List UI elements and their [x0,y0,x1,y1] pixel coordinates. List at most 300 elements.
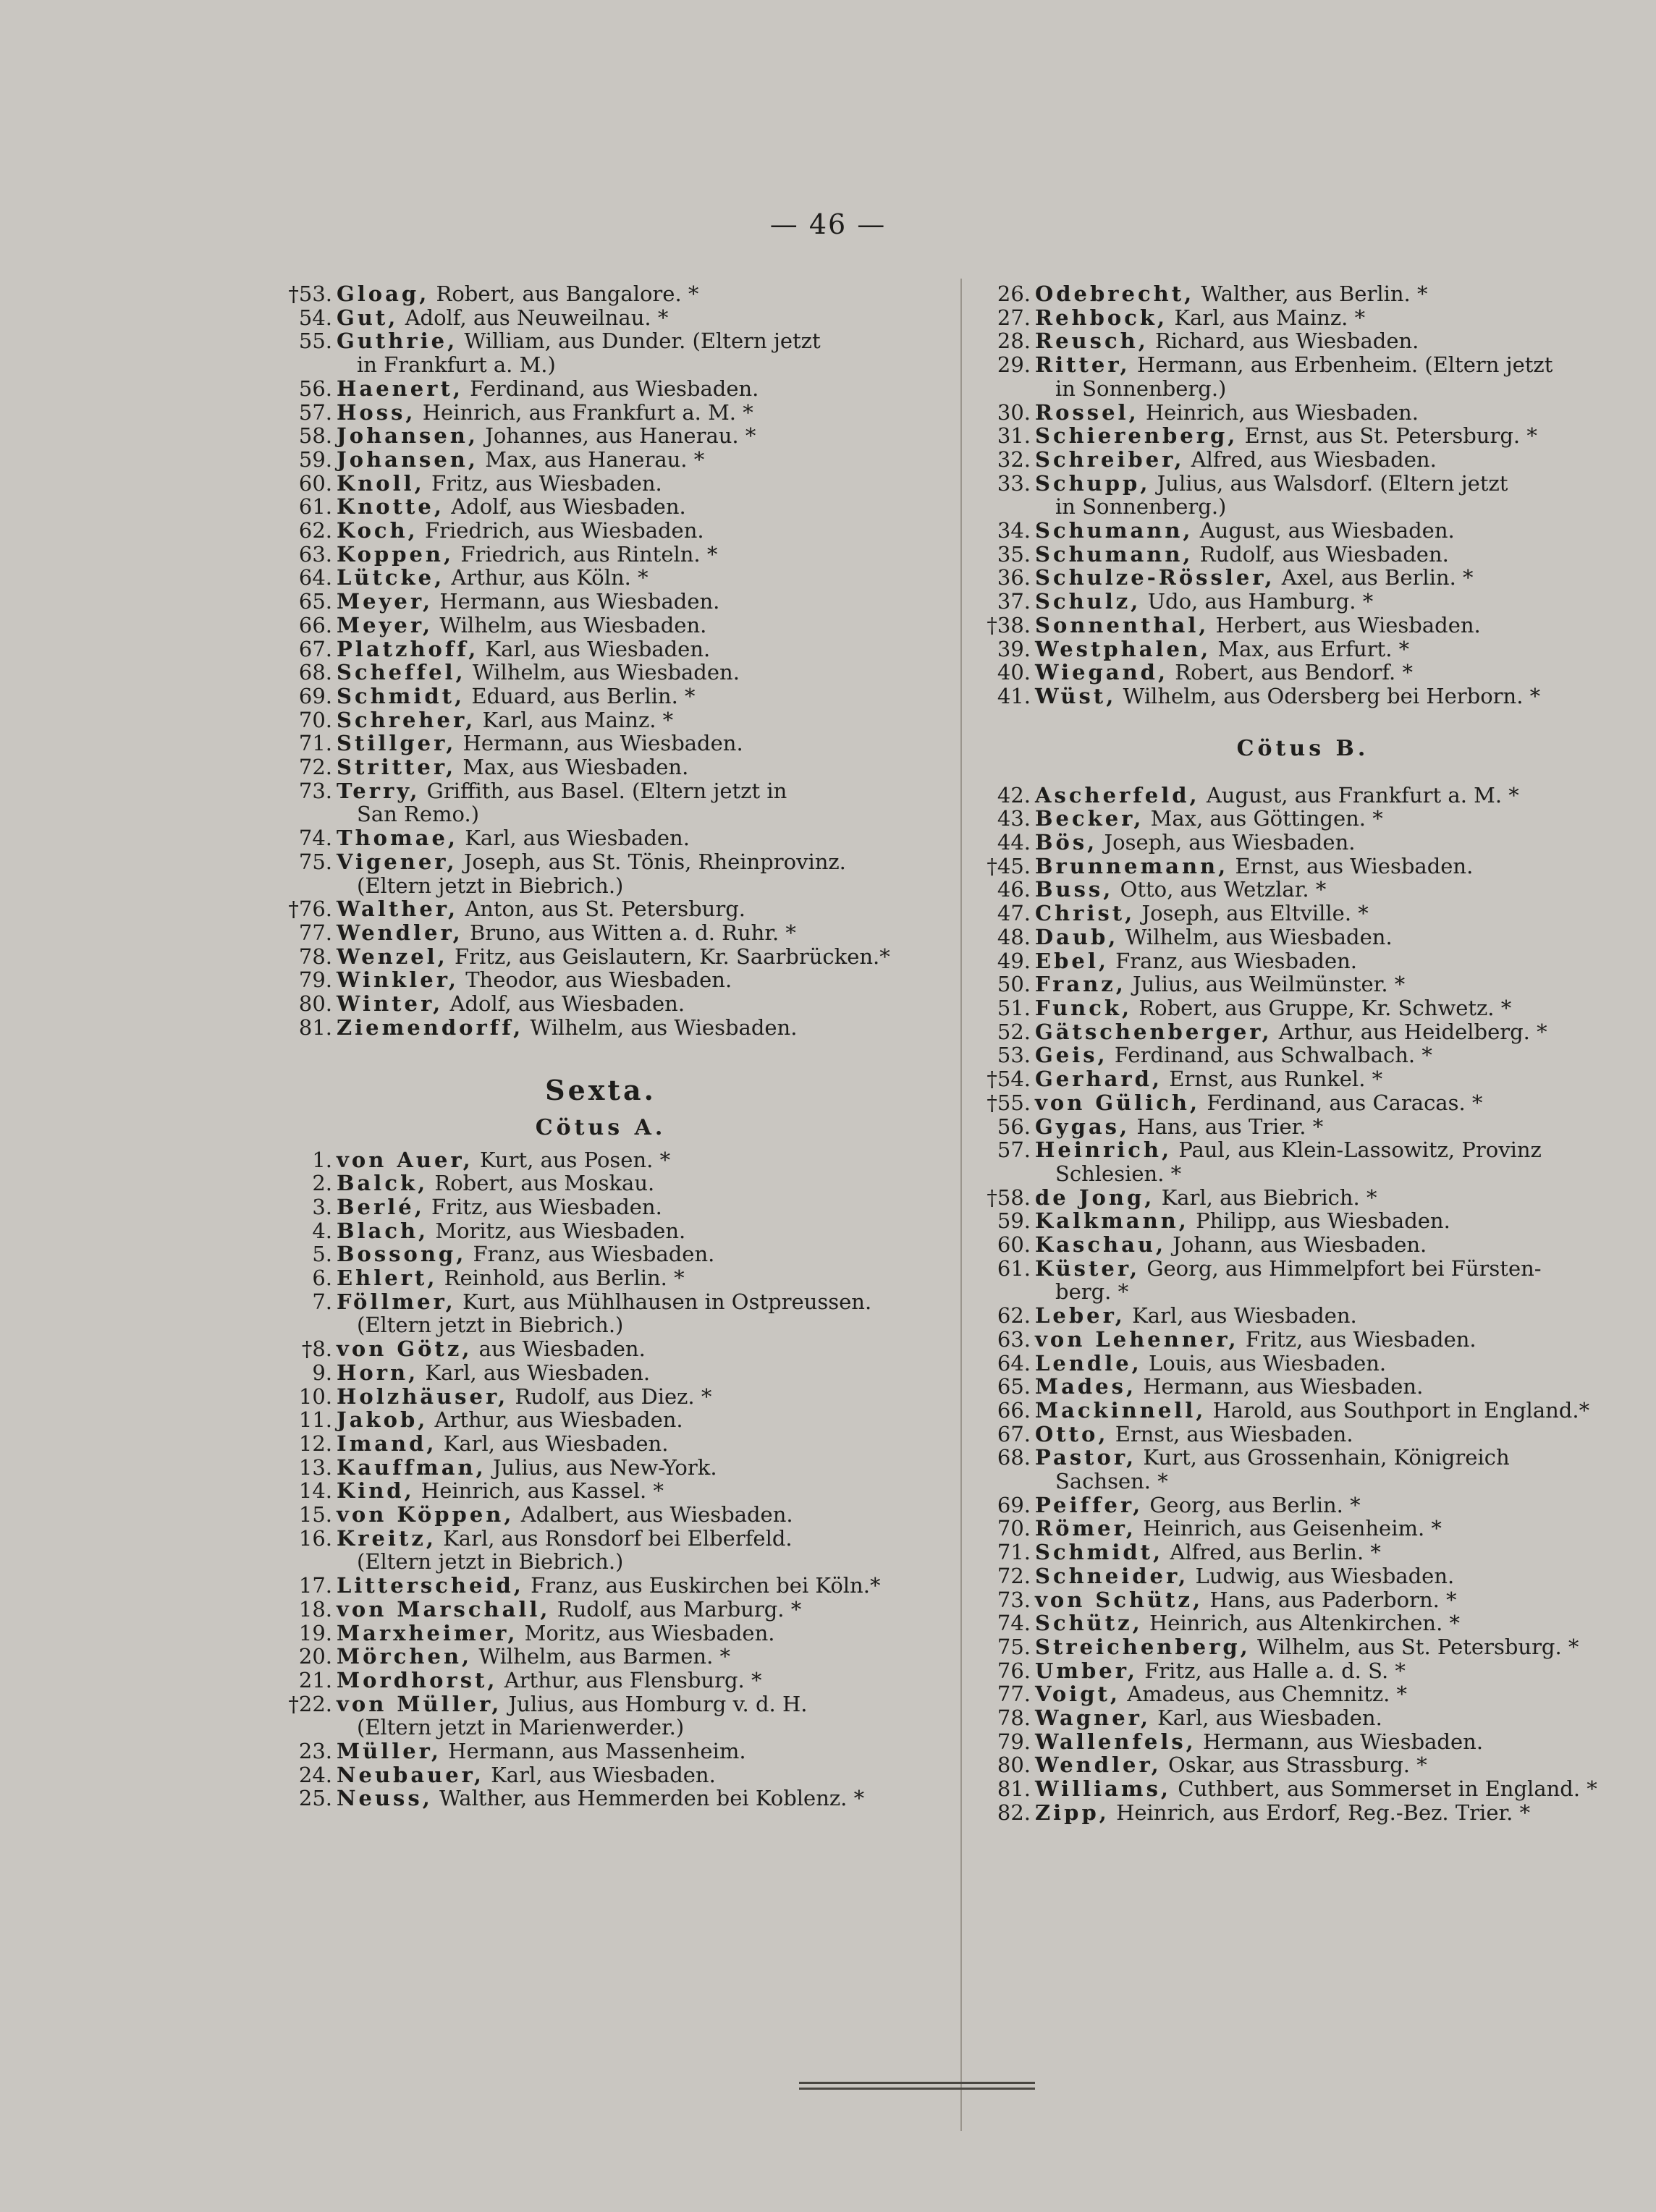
entry-surname: Schumann, [1035,541,1194,567]
list-item [984,566,1621,590]
entry-number: 52. [997,1019,1031,1044]
entry-surname: Schütz, [1035,1611,1143,1636]
list-item [984,1446,1621,1493]
list-item [984,637,1621,661]
entry-details: Ernst, aus Wiesbaden. [1115,1421,1353,1446]
entry-surname: Balck, [337,1171,428,1196]
list-item [984,424,1621,448]
entry-details: Karl, aus Wiesbaden. [491,1762,716,1787]
entry-number: 75. [298,849,332,874]
entry-surname: Mades, [1035,1374,1137,1399]
entry-details: Otto, aus Wetzlar. * [1120,877,1327,902]
list-item [984,925,1621,949]
list-item [984,590,1621,614]
right-column [984,282,1621,1825]
entry-surname: Wenzel, [337,944,448,969]
entry-surname: Blach, [337,1218,429,1243]
entry-surname: von Gülich, [1035,1090,1201,1115]
entry-number: 37. [997,589,1031,614]
list-item [286,448,916,472]
entry-details: August, aus Wiesbaden. [1199,518,1455,543]
list-item [984,1209,1621,1233]
entry-details: Ferdinand, aus Caracas. * [1207,1090,1483,1115]
entry-details: Wilhelm, aus Wiesbaden. [472,660,740,685]
entry-surname: Brunnemann, [1035,853,1229,878]
entry-number: 71. [298,731,332,756]
entry-surname: Mörchen, [337,1644,473,1669]
entry-number: 74. [997,1611,1031,1636]
entry-number: 59. [298,446,332,472]
list-item [286,732,916,755]
entry-surname: Ritter, [1035,352,1131,378]
column-divider [960,279,962,2131]
entry-details: Karl, aus Wiesbaden. [485,636,711,661]
entry-number: 55. [298,329,332,354]
entry-number: †53. [288,281,332,306]
list-item [984,1233,1621,1257]
entry-number: †8. [301,1336,332,1362]
entry-number: 69. [298,683,332,708]
entry-surname: Stritter, [337,755,457,780]
entry-surname: Platzhoff, [337,636,479,661]
entry-number: 2. [312,1171,332,1196]
entry-details: Karl, aus Wiesbaden. [465,826,690,851]
entry-number: 32. [997,446,1031,472]
list-item [286,401,916,425]
entry-number: 12. [298,1431,332,1456]
entry-details: Walther, aus Berlin. * [1201,281,1428,306]
entry-surname: Streichenberg, [1035,1634,1251,1659]
entry-surname: Ziemendorff, [337,1014,524,1040]
subsection-title-cotus-a: Cötus A. [535,1114,667,1140]
list-item [286,921,916,945]
entry-details: Hans, aus Paderborn. * [1209,1587,1457,1612]
entry-surname: Winter, [337,991,444,1017]
entry-details: Franz, aus Wiesbaden. [473,1242,715,1267]
entry-number: 68. [298,660,332,685]
entry-surname: Römer, [1035,1516,1136,1541]
entry-details: Moritz, aus Wiesbaden. [435,1218,686,1243]
entry-details: Karl, aus Wiesbaden. [443,1431,669,1456]
entry-surname: Kaschau, [1035,1232,1167,1258]
entry-details: Julius, aus Homburg v. d. H. [508,1691,808,1716]
entry-details: Wilhelm, aus Wiesbaden. [439,612,707,637]
entry-surname: Sonnenthal, [1035,612,1209,637]
entry-number: 34. [997,518,1031,543]
entry-details: Eduard, aus Berlin. * [471,683,696,708]
entry-number: 70. [997,1516,1031,1541]
entry-number: 23. [298,1739,332,1764]
list-item [286,1763,916,1787]
entry-number: 25. [298,1786,332,1811]
entry-details: Karl, aus Wiesbaden. [1157,1705,1382,1731]
entry-surname: Knotte, [337,494,444,520]
entry-surname: Schmidt, [337,683,465,708]
entry-details: Theodor, aus Wiesbaden. [465,967,732,993]
entry-surname: Knoll, [337,470,425,496]
list-item [286,1645,916,1669]
entry-number: 76. [997,1658,1031,1683]
entry-surname: Pastor, [1035,1445,1137,1470]
entry-surname: Voigt, [1035,1682,1120,1707]
entry-surname: Wiegand, [1035,660,1169,685]
entry-surname: Franz, [1035,972,1126,997]
entry-details: Karl, aus Wiesbaden. [1132,1303,1357,1329]
entry-surname: Kalkmann, [1035,1208,1189,1234]
list-item [984,1067,1621,1091]
entry-surname: Wendler, [337,920,463,945]
entry-surname: Reusch, [1035,329,1149,354]
entry-details: Fritz, aus Wiesbaden. [1245,1326,1477,1352]
entry-details: Louis, aus Wiesbaden. [1149,1350,1387,1376]
list-item [286,1242,916,1266]
entry-surname: Johansen, [337,446,478,472]
list-item [984,1753,1621,1777]
entry-details: Oskar, aus Strassburg. * [1167,1753,1427,1778]
list-item [286,377,916,401]
entry-surname: Odebrecht, [1035,281,1195,306]
list-item [984,1611,1621,1635]
entry-number: 18. [298,1596,332,1622]
entry-number: 64. [997,1350,1031,1376]
entry-details: Robert, aus Moskau. [434,1171,655,1196]
entry-surname: Johansen, [337,423,478,449]
entry-number: 81. [997,1776,1031,1802]
list-item [984,831,1621,855]
entry-continuation: berg. * [1055,1279,1129,1305]
entry-surname: Schierenberg, [1035,423,1238,449]
entry-number: 53. [997,1043,1031,1068]
entry-surname: Koch, [337,518,418,543]
list-item [984,996,1621,1020]
list-item [286,495,916,519]
entry-surname: Schneider, [1035,1563,1189,1588]
list-item [286,850,916,897]
list-item [984,329,1621,353]
list-item [984,472,1621,519]
list-item [286,1669,916,1692]
list-item [984,448,1621,472]
entry-details: Adolf, aus Wiesbaden. [449,991,685,1017]
list-item [286,1527,916,1574]
list-item [984,1020,1621,1044]
entry-number: 77. [997,1682,1031,1707]
entry-number: 62. [298,518,332,543]
subsection-title-cotus-b: Cötus B. [1236,735,1369,761]
entry-number: 57. [298,399,332,425]
entry-details: Wilhelm, aus Barmen. * [478,1644,731,1669]
entry-details: Ludwig, aus Wiesbaden. [1195,1563,1455,1588]
list-item [984,1399,1621,1423]
entry-surname: Wallenfels, [1035,1729,1196,1754]
entry-surname: Wagner, [1035,1705,1151,1731]
entry-number: 39. [997,636,1031,661]
entry-number: 60. [298,470,332,496]
list-item [984,1043,1621,1067]
entry-number: 43. [997,806,1031,831]
list-item [984,1564,1621,1588]
entry-surname: Schreher, [337,707,476,732]
entry-number: 50. [997,972,1031,997]
entry-details: Wilhelm, aus St. Petersburg. * [1256,1634,1579,1659]
entry-number: 40. [997,660,1031,685]
list-item [286,424,916,448]
entry-surname: Funck, [1035,995,1133,1020]
entry-details: August, aus Frankfurt a. M. * [1206,782,1519,808]
entry-details: Robert, aus Bendorf. * [1175,660,1413,685]
entry-surname: Leber, [1035,1303,1125,1329]
entry-number: 79. [997,1729,1031,1754]
entry-details: Hermann, aus Wiesbaden. [462,731,743,756]
entry-details: Heinrich, aus Wiesbaden. [1145,399,1419,425]
entry-surname: Gätschenberger, [1035,1019,1272,1044]
entry-number: 14. [298,1478,332,1504]
entry-details: Georg, aus Berlin. * [1149,1492,1361,1517]
entry-number: 41. [997,683,1031,708]
entry-continuation: Schlesien. * [1055,1161,1182,1186]
list-item [286,1361,916,1385]
entry-details: Herbert, aus Wiesbaden. [1215,612,1481,637]
entry-details: Adolf, aus Wiesbaden. [451,494,686,520]
entry-number: 51. [997,995,1031,1020]
entry-continuation: in Frankfurt a. M.) [357,352,556,378]
entry-details: Hermann, aus Erbenheim. (Eltern jetzt [1136,352,1553,378]
entry-details: Griffith, aus Basel. (Eltern jetzt in [426,778,787,803]
entry-details: Johannes, aus Hanerau. * [485,423,756,449]
list-item [984,661,1621,685]
entry-surname: Bös, [1035,830,1098,855]
entry-surname: Horn, [337,1360,419,1385]
list-item [286,1787,916,1810]
entry-details: Cuthbert, aus Sommerset in England. * [1178,1776,1597,1802]
closing-rule [799,2082,1035,2084]
entry-number: 31. [997,423,1031,449]
list-item [286,1266,916,1290]
list-item [286,1385,916,1409]
entry-surname: von Müller, [337,1691,502,1716]
entry-number: 67. [298,636,332,661]
entry-surname: Wendler, [1035,1753,1162,1778]
entry-number: 1. [312,1147,332,1172]
entry-number: 29. [997,352,1031,378]
entry-details: Udo, aus Hamburg. * [1147,589,1374,614]
list-item [984,949,1621,973]
list-item [984,1138,1621,1185]
entry-continuation: San Remo.) [357,802,480,827]
list-item [286,685,916,708]
entry-details: Ferdinand, aus Wiesbaden. [470,376,759,401]
list-item [984,543,1621,567]
list-item [984,1730,1621,1754]
entry-details: Heinrich, aus Erdorf, Reg.-Bez. Trier. * [1116,1800,1531,1825]
entry-details: Adolf, aus Neuweilnau. * [405,305,669,330]
entry-surname: Scheffel, [337,660,466,685]
entry-number: 79. [298,967,332,993]
entry-details: Heinrich, aus Kassel. * [421,1478,664,1504]
entry-number: †55. [987,1090,1031,1115]
entry-surname: Kreitz, [337,1525,436,1551]
entry-details: Max, aus Hanerau. * [485,446,705,472]
entry-surname: Rehbock, [1035,305,1168,330]
entry-details: Robert, aus Bangalore. * [436,281,699,306]
list-item [286,1598,916,1622]
entry-surname: Gut, [337,305,399,330]
entry-details: Joseph, aus Wiesbaden. [1104,830,1356,855]
entry-number: 72. [997,1563,1031,1588]
entry-surname: Mordhorst, [337,1667,498,1692]
list-item [984,401,1621,425]
list-item [286,1456,916,1480]
entry-details: Kurt, aus Grossenhain, Königreich [1143,1445,1510,1470]
entry-surname: Westphalen, [1035,636,1212,661]
entry-details: Hermann, aus Wiesbaden. [1203,1729,1484,1754]
entry-number: 20. [298,1644,332,1669]
entry-number: 3. [312,1194,332,1219]
entry-number: 42. [997,782,1031,808]
entry-details: Heinrich, aus Geisenheim. * [1143,1516,1442,1541]
entry-number: †22. [288,1691,332,1716]
entry-surname: Jakob, [337,1407,428,1433]
entry-details: Joseph, aus St. Tönis, Rheinprovinz. [463,849,846,874]
list-item [984,1682,1621,1706]
entry-surname: Becker, [1035,806,1144,831]
entry-details: Arthur, aus Flensburg. * [504,1667,762,1692]
list-item [984,1352,1621,1376]
entry-details: Friedrich, aus Rinteln. * [460,541,718,567]
entry-continuation: (Eltern jetzt in Marienwerder.) [357,1715,685,1740]
entry-details: Anton, aus St. Petersburg. [465,897,745,922]
list-item [984,1541,1621,1564]
entry-number: 9. [312,1360,332,1385]
list-item [286,755,916,779]
entry-details: Adalbert, aus Wiesbaden. [520,1502,793,1527]
entry-number: 65. [298,589,332,614]
list-item [286,968,916,992]
entry-details: William, aus Dunder. (Eltern jetzt [464,329,821,354]
entry-details: Kurt, aus Posen. * [479,1147,671,1172]
entry-surname: Neubauer, [337,1762,484,1787]
entry-surname: von Auer, [337,1147,473,1172]
entry-details: Karl, aus Ronsdorf bei Elberfeld. [443,1525,793,1551]
list-item [984,878,1621,902]
list-item [984,1257,1621,1304]
entry-number: 10. [298,1383,332,1409]
entry-surname: Guthrie, [337,329,458,354]
entry-number: 21. [298,1667,332,1692]
list-item [984,855,1621,878]
list-item [286,329,916,376]
entry-number: 68. [997,1445,1031,1470]
entry-details: Moritz, aus Wiesbaden. [524,1620,775,1645]
entry-number: 61. [997,1255,1031,1281]
page-number: — 46 — [769,208,887,240]
entry-surname: von Götz, [337,1336,473,1362]
entry-surname: Koppen, [337,541,455,567]
entry-details: Fritz, aus Geislautern, Kr. Saarbrücken.* [455,944,890,969]
list-item [984,353,1621,400]
list-item [984,1375,1621,1399]
list-item [984,685,1621,708]
list-item [286,1739,916,1763]
entry-surname: Otto, [1035,1421,1109,1446]
entry-number: 81. [298,1014,332,1040]
entry-number: 63. [298,541,332,567]
entry-number: 62. [997,1303,1031,1329]
entry-details: Hermann, aus Wiesbaden. [439,589,720,614]
entry-number: 11. [298,1407,332,1433]
entry-surname: Ascherfeld, [1035,782,1200,808]
entry-number: 33. [997,470,1031,496]
entry-details: Robert, aus Gruppe, Kr. Schwetz. * [1138,995,1512,1020]
entry-surname: Buss, [1035,877,1114,902]
entry-surname: Schreiber, [1035,446,1185,472]
entry-surname: Ehlert, [337,1266,438,1291]
entry-number: 54. [298,305,332,330]
entry-details: Karl, aus Mainz. * [1174,305,1366,330]
list-item [984,519,1621,543]
entry-number: 80. [298,991,332,1017]
entry-surname: Vigener, [337,849,457,874]
list-item [984,972,1621,996]
entry-number: 69. [997,1492,1031,1517]
entry-details: Paul, aus Klein-Lassowitz, Provinz [1178,1137,1542,1163]
list-item [286,1432,916,1456]
entry-list [984,784,1621,1825]
entry-number: 6. [312,1266,332,1291]
entry-surname: Hoss, [337,399,416,425]
list-item [984,1588,1621,1612]
entry-details: Rudolf, aus Wiesbaden. [1199,541,1449,567]
entry-surname: Schumann, [1035,518,1194,543]
entry-details: Reinhold, aus Berlin. * [444,1266,685,1291]
entry-surname: Walther, [337,897,459,922]
entry-number: 66. [997,1397,1031,1423]
entry-number: 44. [997,830,1031,855]
entry-details: Bruno, aus Witten a. d. Ruhr. * [469,920,796,945]
list-item [286,519,916,543]
entry-continuation: in Sonnenberg.) [1055,376,1227,401]
list-item [984,902,1621,925]
list-item [286,566,916,590]
list-item [286,1408,916,1432]
entry-number: 24. [298,1762,332,1787]
entry-surname: Wüst, [1035,683,1117,708]
entry-surname: Williams, [1035,1776,1172,1802]
list-item [984,1659,1621,1683]
entry-surname: Zipp, [1035,1800,1110,1825]
entry-number: 61. [298,494,332,520]
entry-details: Heinrich, aus Frankfurt a. M. * [422,399,753,425]
entry-continuation: (Eltern jetzt in Biebrich.) [357,1549,624,1575]
entry-surname: Winkler, [337,967,459,993]
list-item [286,614,916,637]
entry-details: Friedrich, aus Wiesbaden. [424,518,704,543]
entry-number: 48. [997,924,1031,949]
entry-list [286,1148,916,1811]
entry-number: 65. [997,1374,1031,1399]
entry-details: Wilhelm, aus Odersberg bei Herborn. * [1123,683,1541,708]
entry-details: Kurt, aus Mühlhausen in Ostpreussen. [462,1289,872,1314]
entry-number: 66. [298,612,332,637]
entry-surname: Holzhäuser, [337,1383,509,1409]
list-item [286,637,916,661]
entry-details: Hans, aus Trier. * [1136,1114,1324,1139]
entry-list [984,282,1621,708]
list-item [286,826,916,850]
section-title-sexta: Sexta. [545,1073,656,1106]
entry-details: Johann, aus Wiesbaden. [1173,1232,1427,1258]
entry-number: 19. [298,1620,332,1645]
